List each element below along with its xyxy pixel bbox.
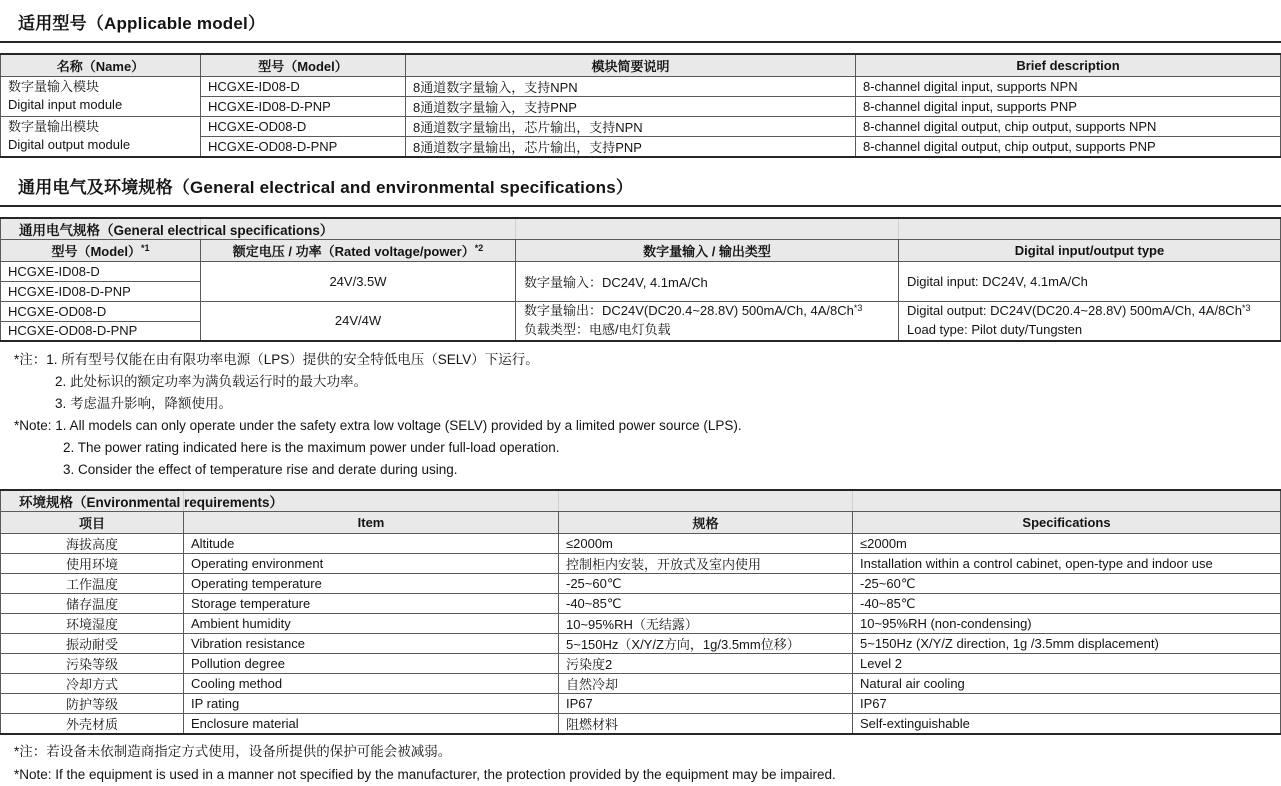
environment-subsection-label: 环境规格（Environmental requirements） <box>1 490 1281 512</box>
table-row <box>1 76 1281 96</box>
item-en-cell: Altitude <box>184 534 559 554</box>
item-en-cell: Ambient humidity <box>184 614 559 634</box>
electrical-subsection-label: 通用电气规格（General electrical specifications） <box>1 218 1281 240</box>
spec-zh-cell: 控制柜内安装，开放式及室内使用 <box>559 554 853 574</box>
item-en-cell: Operating temperature <box>184 574 559 594</box>
io-type-zh-cell: 数字量输入：DC24V, 4.1mA/Ch <box>516 261 899 301</box>
desc-zh-cell: 8通道数字量输入，支持NPN <box>406 76 856 96</box>
spec-zh-cell: ≤2000m <box>559 534 853 554</box>
env-row-storage-temperature <box>1 594 1281 614</box>
desc-zh-cell: 8通道数字量输入，支持PNP <box>406 96 856 116</box>
col-header-spec-en: Specifications <box>853 512 1281 534</box>
item-zh-cell: 环境湿度 <box>1 614 184 634</box>
io-type-en-cell: Digital input: DC24V, 4.1mA/Ch <box>899 261 1281 301</box>
table-row <box>1 301 1281 321</box>
module-name-zh: 数字量输入模块 <box>8 79 100 94</box>
footnote-marker-1: *1 <box>141 243 150 254</box>
spec-zh-cell: -40~85℃ <box>559 594 853 614</box>
model-cell: HCGXE-ID08-D <box>1 261 201 281</box>
desc-zh-cell: 8通道数字量输出，芯片输出，支持NPN <box>406 116 856 136</box>
col-header-spec-zh: 规格 <box>559 512 853 534</box>
spec-zh-cell: 自然冷却 <box>559 674 853 694</box>
desc-en-cell: 8-channel digital output, chip output, supports PNP <box>856 136 1281 157</box>
col-header-name: 名称（Name） <box>1 54 201 76</box>
environment-specs-table <box>0 489 1281 735</box>
rated-power-cell: 24V/4W <box>201 301 516 341</box>
item-en-cell: IP rating <box>184 694 559 714</box>
note-en-3: 3. Consider the effect of temperature rise and derate during using. <box>63 462 458 477</box>
env-row-vibration-resistance <box>1 634 1281 654</box>
env-row-cooling-method <box>1 674 1281 694</box>
spec-en-cell: Natural air cooling <box>853 674 1281 694</box>
item-zh-cell: 防护等级 <box>1 694 184 714</box>
spec-en-cell: Installation within a control cabinet, open-type and indoor use <box>853 554 1281 574</box>
environment-header-row <box>1 512 1281 534</box>
env-row-altitude <box>1 534 1281 554</box>
io-type-en-cell: Digital output: DC24V(DC20.4~28.8V) 500mA/Ch, 4A/8Ch$^{*3}$ Load type: Pilot duty/Tungsten <box>899 301 1281 341</box>
env-row-operating-temperature <box>1 574 1281 594</box>
item-zh-cell: 冷却方式 <box>1 674 184 694</box>
table-row <box>1 261 1281 281</box>
rated-power-cell: 24V/3.5W <box>201 261 516 301</box>
environment-footnotes <box>14 740 1281 786</box>
col-header-item-en: Item <box>184 512 559 534</box>
col-header-desc-zh: 模块简要说明 <box>406 54 856 76</box>
item-en-cell: Enclosure material <box>184 714 559 735</box>
env-row-ip-rating <box>1 694 1281 714</box>
io-type-zh-cell: 数字量输出：DC24V(DC20.4~28.8V) 500mA/Ch, 4A/8Ch$^{*3}$ 负载类型：电感/电灯负载 <box>516 301 899 341</box>
env-row-pollution-degree <box>1 654 1281 674</box>
spec-en-cell: Self-extinguishable <box>853 714 1281 735</box>
spec-en-cell: ≤2000m <box>853 534 1281 554</box>
item-en-cell: Cooling method <box>184 674 559 694</box>
model-cell: HCGXE-OD08-D-PNP <box>1 321 201 341</box>
item-zh-cell: 储存温度 <box>1 594 184 614</box>
item-en-cell: Operating environment <box>184 554 559 574</box>
item-zh-cell: 振动耐受 <box>1 634 184 654</box>
applicable-model-header-row <box>1 54 1281 76</box>
desc-zh-cell: 8通道数字量输出，芯片输出，支持PNP <box>406 136 856 157</box>
electrical-specs-table <box>0 217 1281 343</box>
col-header-model: 型号（Model）$^{*1}$ <box>1 239 201 261</box>
module-name-zh: 数字量输出模块 <box>8 119 100 134</box>
col-header-io-type-en: Digital input/output type <box>899 239 1281 261</box>
electrical-subsection-row <box>1 218 1281 240</box>
spec-zh-cell: IP67 <box>559 694 853 714</box>
spec-en-cell: -40~85℃ <box>853 594 1281 614</box>
footnote-en: *Note: If the equipment is used in a manner not specified by the manufacturer, the protection provided by the equipment may be impaired. <box>14 767 836 782</box>
spec-en-cell: 5~150Hz (X/Y/Z direction, 1g /3.5mm displacement) <box>853 634 1281 654</box>
spec-en-cell: -25~60℃ <box>853 574 1281 594</box>
note-zh-3: 3. 考虑温升影响，降额使用。 <box>55 396 233 411</box>
footnote-marker-3: *3 <box>853 303 863 314</box>
footnote-zh: *注：若设备未依制造商指定方式使用，设备所提供的保护可能会被减弱。 <box>14 744 452 759</box>
model-cell: HCGXE-OD08-D <box>1 301 201 321</box>
desc-en-cell: 8-channel digital input, supports NPN <box>856 76 1281 96</box>
spec-zh-cell: 10~95%RH（无结露） <box>559 614 853 634</box>
note-en-2: 2. The power rating indicated here is the maximum power under full-load operation. <box>63 440 560 455</box>
spec-en-cell: 10~95%RH (non-condensing) <box>853 614 1281 634</box>
item-zh-cell: 工作温度 <box>1 574 184 594</box>
env-row-enclosure-material <box>1 714 1281 735</box>
item-en-cell: Storage temperature <box>184 594 559 614</box>
applicable-model-title: 适用型号（Applicable model） <box>0 0 1281 43</box>
table-row <box>1 116 1281 136</box>
env-row-ambient-humidity <box>1 614 1281 634</box>
desc-en-cell: 8-channel digital output, chip output, supports NPN <box>856 116 1281 136</box>
model-cell: HCGXE-OD08-D-PNP <box>201 136 406 157</box>
applicable-model-table <box>0 53 1281 158</box>
desc-en-cell: 8-channel digital input, supports PNP <box>856 96 1281 116</box>
note-label-zh: *注： <box>14 352 47 367</box>
module-name-en: Digital output module <box>8 137 131 152</box>
col-header-item-zh: 项目 <box>1 512 184 534</box>
spec-zh-cell: 阻燃材料 <box>559 714 853 735</box>
footnote-marker-2: *2 <box>474 243 484 254</box>
col-header-desc-en: Brief description <box>856 54 1281 76</box>
spec-zh-cell: 污染度2 <box>559 654 853 674</box>
general-specs-title: 通用电气及环境规格（General electrical and environmental specifications） <box>0 164 1281 207</box>
spec-zh-cell: 5~150Hz（X/Y/Z方向，1g/3.5mm位移） <box>559 634 853 654</box>
module-name-en: Digital input module <box>8 97 123 112</box>
spec-en-cell: Level 2 <box>853 654 1281 674</box>
model-cell: HCGXE-ID08-D-PNP <box>1 281 201 301</box>
item-en-cell: Pollution degree <box>184 654 559 674</box>
spec-zh-cell: -25~60℃ <box>559 574 853 594</box>
col-header-rated-power: 额定电压 / 功率（Rated voltage/power）$^{*2}$ <box>201 239 516 261</box>
model-cell: HCGXE-OD08-D <box>201 116 406 136</box>
item-zh-cell: 污染等级 <box>1 654 184 674</box>
item-zh-cell: 海拔高度 <box>1 534 184 554</box>
module-name-cell-output <box>1 116 201 157</box>
item-en-cell: Vibration resistance <box>184 634 559 654</box>
electrical-notes: *注：1. 所有型号仅能在由有限功率电源（LPS）提供的安全特低电压（SELV）下运行。 2. 此处标识的额定功率为满负载运行时的最大功率。 3. 考虑温升影响，降额使用。 *Note: 1. All models can only operate under the safety extra low voltage (SELV) provided by a limited power source (LPS). 2. The power rating indicated here is the maximum power under full-load operation. 3. Consider the effect of temperature rise and derate during using. <box>14 349 1281 481</box>
environment-subsection-row <box>1 490 1281 512</box>
electrical-header-row <box>1 239 1281 261</box>
module-name-cell-input <box>1 76 201 116</box>
model-cell: HCGXE-ID08-D-PNP <box>201 96 406 116</box>
note-zh-1: 1. 所有型号仅能在由有限功率电源（LPS）提供的安全特低电压（SELV）下运行。 <box>46 352 539 367</box>
col-header-io-type-zh: 数字量输入 / 输出类型 <box>516 239 899 261</box>
col-header-model: 型号（Model） <box>201 54 406 76</box>
env-row-operating-environment <box>1 554 1281 574</box>
note-label-en: *Note: <box>14 418 52 433</box>
footnote-marker-3: *3 <box>1241 303 1251 314</box>
item-zh-cell: 使用环境 <box>1 554 184 574</box>
model-cell: HCGXE-ID08-D <box>201 76 406 96</box>
spec-en-cell: IP67 <box>853 694 1281 714</box>
note-zh-2: 2. 此处标识的额定功率为满负载运行时的最大功率。 <box>55 374 368 389</box>
item-zh-cell: 外壳材质 <box>1 714 184 735</box>
